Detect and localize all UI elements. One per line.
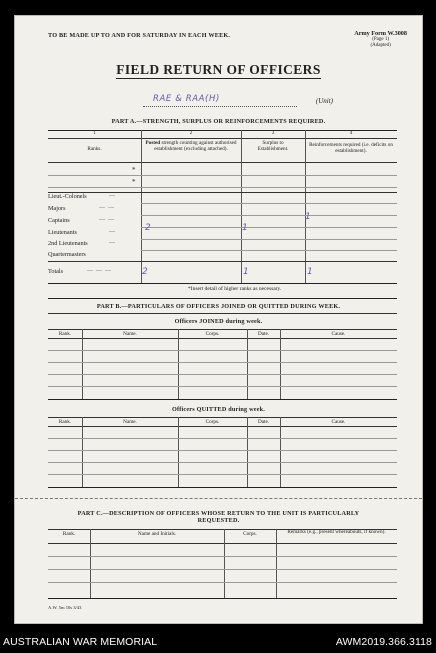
rank-majors: Majors	[48, 205, 66, 212]
archive-caption: AUSTRALIAN WAR MEMORIAL	[3, 636, 158, 648]
col-header-posted: Posted strength counting against authorised establishment (excluding attached).	[145, 140, 237, 152]
leader-dashes: —	[109, 240, 115, 246]
joined-col-name: Name.	[123, 331, 137, 337]
part-b-title-rule	[48, 313, 397, 314]
form-page: (Page 1)	[372, 37, 390, 43]
quitted-col-date: Date.	[257, 419, 270, 425]
unit-field	[143, 96, 333, 108]
row-rule	[48, 362, 397, 363]
leader-dashes: — —	[99, 217, 114, 223]
col-number-4: 4	[349, 130, 353, 136]
row-rule	[48, 582, 397, 583]
unit-dotted-line	[143, 106, 297, 107]
col-number-1: 1	[93, 130, 96, 136]
printer-imprint: A.W. 5m 10s 3/43	[48, 605, 82, 610]
form-title: FIELD RETURN OF OFFICERS	[116, 62, 321, 77]
quitted-header-bottom	[48, 426, 397, 427]
part-b-title: PART B.—PARTICULARS OF OFFICERS JOINED OR QUITTED DURING WEEK.	[96, 303, 341, 310]
captains-reinforcements-value: 1	[305, 212, 311, 222]
leader-dashes: — —	[99, 205, 114, 211]
quitted-col-divider	[247, 417, 248, 487]
joined-col-corps: Corps.	[205, 331, 220, 337]
part-a-footnote: *Insert detail of higher ranks as necessary.	[188, 286, 282, 292]
quitted-col-divider	[178, 417, 179, 487]
part-c-col-divider	[276, 529, 277, 599]
joined-col-divider	[82, 329, 83, 399]
part-a-header-rule	[48, 162, 397, 163]
rank-captains: Captains	[48, 217, 70, 224]
row-rule	[48, 450, 397, 451]
joined-header-bottom	[48, 338, 397, 339]
part-a-number-rule	[48, 138, 397, 139]
row-rule	[48, 386, 397, 387]
row-rule	[48, 175, 397, 176]
quitted-subtitle: Officers QUITTED during week.	[171, 406, 266, 413]
col-header-ranks: Ranks.	[87, 146, 102, 152]
part-c-col-divider	[90, 529, 91, 599]
rank-2nd-lieutenants: 2nd Lieutenants	[48, 240, 88, 247]
col-number-2: 2	[189, 130, 193, 136]
quitted-col-rank: Rank.	[58, 419, 72, 425]
row-rule	[48, 192, 397, 193]
part-a-bottom-rule	[48, 283, 397, 284]
part-c-col-name: Name and Initials.	[137, 531, 177, 537]
part-c-col-remarks: Remarks (e.g., present whereabouts, if known).	[287, 529, 386, 535]
row-rule	[141, 215, 397, 216]
joined-col-divider	[178, 329, 179, 399]
col-header-reinforcements: Reinforcements required (i.e. deficits on establishment).	[309, 142, 393, 154]
joined-col-rank: Rank.	[58, 331, 72, 337]
joined-col-divider	[247, 329, 248, 399]
quitted-col-divider	[82, 417, 83, 487]
lieutenants-posted-value: 2	[145, 223, 151, 233]
joined-header-top	[48, 329, 397, 330]
quitted-header-top	[48, 417, 397, 418]
totals-surplus-value: 1	[243, 267, 249, 277]
part-c-col-corps: Corps.	[243, 531, 257, 537]
joined-col-cause: Cause.	[331, 331, 346, 337]
col-header-surplus: Surplus to Establishment.	[257, 140, 289, 152]
rank-quartermasters: Quartermasters	[48, 251, 86, 258]
form-adapted: (Adapted)	[370, 43, 391, 49]
quitted-col-cause: Cause.	[331, 419, 346, 425]
part-c-title: PART C.—DESCRIPTION OF OFFICERS WHOSE RETURN TO THE UNIT IS PARTICULARLY REQUESTED.	[77, 510, 360, 524]
row-rule	[141, 227, 397, 228]
leader-dashes: —	[109, 229, 115, 235]
perforation-line	[15, 498, 422, 499]
joined-bottom-rule	[48, 399, 397, 400]
unit-handwritten: RAE & RAA(H)	[153, 94, 220, 104]
rank-lieutenants: Lieutenants	[48, 229, 77, 236]
part-c-bottom-rule	[48, 598, 397, 599]
row-rule	[48, 569, 397, 570]
part-a-title: PART A.—STRENGTH, SURPLUS OR REINFORCEMENTS REQUIRED.	[111, 118, 326, 125]
higher-rank-marker: *	[132, 166, 136, 174]
row-rule	[48, 556, 397, 557]
rank-lieut-colonels: Lieut.-Colonels	[48, 193, 87, 200]
row-rule	[141, 239, 397, 240]
leader-dashes: — — —	[87, 268, 111, 274]
higher-rank-marker: *	[132, 178, 136, 186]
totals-label: Totals	[48, 268, 64, 275]
joined-col-divider	[280, 329, 281, 399]
part-c-col-divider	[224, 529, 225, 599]
form-number: Army Form W.3008	[354, 30, 407, 37]
quitted-bottom-rule	[48, 487, 397, 488]
form-number-block	[354, 30, 407, 49]
lieutenants-surplus-value: 1	[242, 223, 248, 233]
form-sheet	[14, 15, 423, 624]
accession-number: AWM2019.366.3118	[335, 636, 432, 648]
quitted-col-divider	[280, 417, 281, 487]
col-number-3: 3	[271, 130, 275, 136]
joined-col-date: Date.	[257, 331, 270, 337]
joined-subtitle: Officers JOINED during week.	[174, 318, 263, 325]
row-rule	[48, 187, 397, 188]
quitted-col-corps: Corps.	[205, 419, 220, 425]
row-rule	[48, 474, 397, 475]
row-rule	[48, 438, 397, 439]
row-rule	[48, 350, 397, 351]
row-rule	[141, 250, 397, 251]
quitted-col-name: Name.	[123, 419, 137, 425]
row-rule	[48, 462, 397, 463]
unit-label: (Unit)	[315, 97, 333, 105]
row-rule	[141, 203, 397, 204]
row-rule	[48, 261, 397, 262]
row-rule	[48, 374, 397, 375]
leader-dashes: —	[109, 193, 115, 199]
totals-posted-value: 2	[142, 267, 148, 277]
weekly-instruction: TO BE MADE UP TO AND FOR SATURDAY IN EACH WEEK.	[48, 32, 231, 39]
part-b-top-rule	[48, 298, 397, 299]
totals-reinforcements-value: 1	[307, 267, 313, 277]
part-c-col-rank: Rank.	[62, 531, 76, 537]
part-c-header-bottom	[48, 543, 397, 544]
